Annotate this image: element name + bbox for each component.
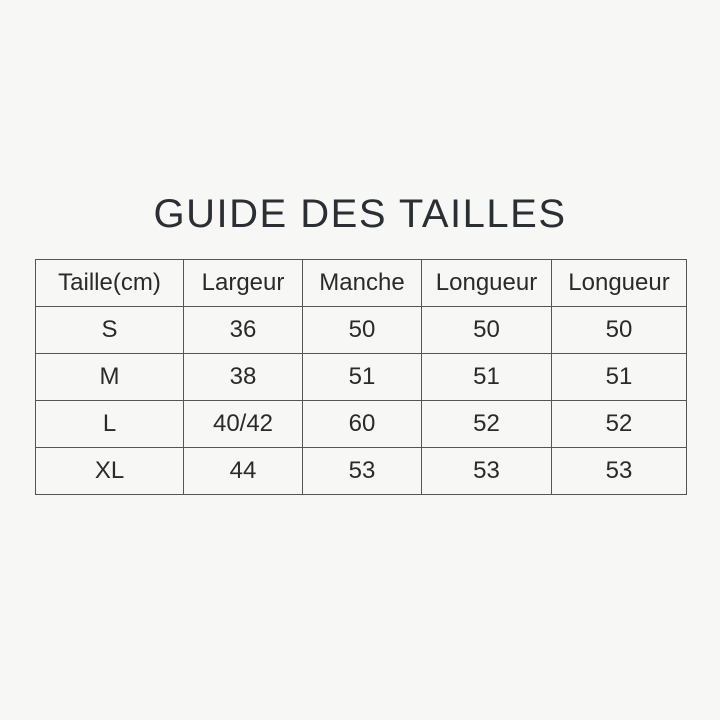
- table-cell: 53: [303, 448, 422, 495]
- column-header-sleeve: Manche: [303, 260, 422, 307]
- table-cell-size: XL: [36, 448, 184, 495]
- table-row: [36, 448, 687, 495]
- table-cell-size: L: [36, 401, 184, 448]
- table-cell: 51: [422, 354, 552, 401]
- table-cell-size: S: [36, 307, 184, 354]
- table-cell: 52: [422, 401, 552, 448]
- table-cell: 50: [303, 307, 422, 354]
- table-cell: 50: [422, 307, 552, 354]
- column-header-width: Largeur: [184, 260, 303, 307]
- table-cell: 50: [552, 307, 687, 354]
- table-cell-size: M: [36, 354, 184, 401]
- table-header-row: [36, 260, 687, 307]
- table-cell: 40/42: [184, 401, 303, 448]
- size-guide-table: [35, 259, 687, 495]
- table-row: [36, 401, 687, 448]
- table-cell: 52: [552, 401, 687, 448]
- page-title: GUIDE DES TAILLES: [153, 192, 567, 236]
- table-cell: 53: [422, 448, 552, 495]
- column-header-length-1: Longueur: [422, 260, 552, 307]
- table-cell: 51: [552, 354, 687, 401]
- column-header-length-2: Longueur: [552, 260, 687, 307]
- table-cell: 60: [303, 401, 422, 448]
- table-cell: 53: [552, 448, 687, 495]
- table-row: [36, 354, 687, 401]
- table-row: [36, 307, 687, 354]
- table-cell: 51: [303, 354, 422, 401]
- table-cell: 44: [184, 448, 303, 495]
- table-cell: 38: [184, 354, 303, 401]
- column-header-size: Taille(cm): [36, 260, 184, 307]
- table-cell: 36: [184, 307, 303, 354]
